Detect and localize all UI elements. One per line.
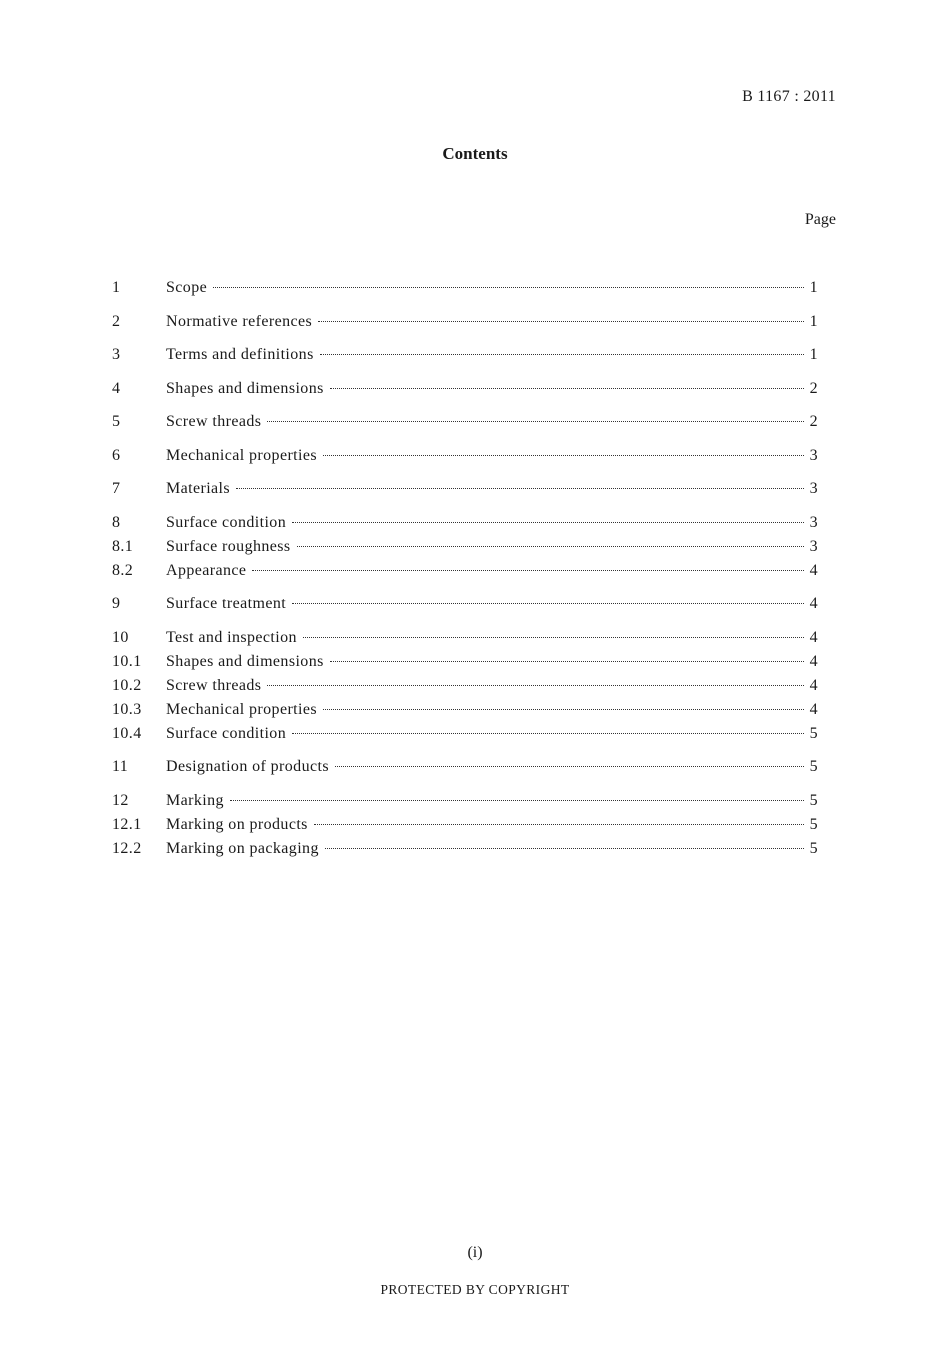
toc-entry-number: 8.1: [112, 537, 134, 555]
toc-entry-number: 7: [112, 480, 121, 497]
toc-entry-page: 3: [809, 537, 818, 555]
toc-entry-number: 10.4: [112, 724, 142, 742]
toc-entry-title: Surface roughness: [166, 537, 291, 555]
toc-entry-number: 10.1: [112, 652, 142, 670]
toc-leader-dots: [318, 321, 804, 322]
toc-entry-title: Designation of products: [166, 758, 329, 775]
toc-leader-dots: [292, 733, 804, 734]
toc-entry-9[interactable]: [112, 592, 818, 616]
toc-leader-dots: [267, 421, 804, 422]
toc-leader-dots: [297, 546, 804, 547]
toc-entry-7[interactable]: [112, 477, 818, 501]
toc-entry-page: 5: [809, 815, 818, 833]
toc-leader-dots: [236, 488, 804, 489]
toc-leader-dots: [267, 685, 804, 686]
toc-entry-page: 1: [809, 346, 818, 363]
toc-entry-title: Surface treatment: [166, 595, 287, 612]
toc-entry-page: 4: [809, 561, 818, 579]
toc-entry-page: 4: [809, 595, 818, 612]
toc-entry-10[interactable]: [112, 626, 818, 650]
toc-leader-dots: [335, 766, 804, 767]
toc-entry-title: Normative references: [166, 312, 313, 330]
toc-leader-dots: [323, 455, 804, 456]
toc-entry-1[interactable]: [112, 276, 818, 300]
toc-entry-10-1[interactable]: [112, 650, 818, 674]
toc-entry-page: 5: [809, 758, 818, 775]
toc-entry-number: 10.3: [112, 700, 142, 718]
toc-entry-page: 3: [809, 513, 818, 531]
contents-heading: Contents: [442, 144, 508, 163]
toc-entry-title: Marking on products: [166, 815, 308, 833]
toc-leader-dots: [292, 603, 804, 604]
toc-entry-2[interactable]: [112, 310, 818, 334]
toc-entry-8-1[interactable]: [112, 535, 818, 559]
toc-entry-page: 1: [809, 312, 818, 330]
toc-leader-dots: [252, 570, 804, 571]
toc-entry-number: 11: [112, 758, 129, 775]
toc-entry-number: 3: [112, 346, 121, 363]
toc-leader-dots: [320, 354, 804, 355]
toc-entry-title: Mechanical properties: [166, 446, 318, 464]
toc-entry-page: 3: [809, 446, 818, 464]
page-column-label: Page: [804, 211, 836, 228]
toc-entry-number: 2: [112, 312, 121, 330]
toc-entry-5[interactable]: [112, 410, 818, 434]
toc-leader-dots: [330, 388, 804, 389]
toc-entry-page: 1: [809, 279, 818, 296]
toc-entry-number: 12: [112, 791, 129, 809]
toc-entry-title: Marking on packaging: [166, 839, 319, 857]
toc-entry-12-1[interactable]: [112, 813, 818, 837]
toc-entry-11[interactable]: [112, 755, 818, 779]
toc-entry-page: 4: [809, 628, 818, 646]
toc-entry-12[interactable]: [112, 789, 818, 813]
toc-entry-title: Appearance: [166, 561, 247, 579]
toc-entry-title: Materials: [166, 480, 231, 497]
toc-leader-dots: [330, 661, 804, 662]
toc-entry-title: Shapes and dimensions: [166, 652, 324, 670]
toc-entry-number: 4: [112, 379, 121, 397]
toc-entry-number: 8.2: [112, 561, 134, 579]
toc-entry-page: 4: [809, 700, 818, 718]
toc-entry-number: 10.2: [112, 676, 142, 694]
toc-entry-number: 9: [112, 595, 121, 612]
toc-entry-page: 4: [809, 652, 818, 670]
toc-entry-page: 3: [809, 480, 818, 497]
toc-entry-title: Scope: [166, 279, 208, 296]
toc-entry-8[interactable]: [112, 511, 818, 535]
toc-entry-page: 5: [809, 839, 818, 857]
toc-entry-page: 2: [809, 379, 818, 397]
copyright-notice: PROTECTED BY COPYRIGHT: [380, 1282, 570, 1297]
toc-entry-number: 1: [112, 279, 121, 296]
toc-entry-4[interactable]: [112, 377, 818, 401]
toc-entry-number: 8: [112, 513, 121, 531]
toc-entry-title: Surface condition: [166, 724, 287, 742]
toc-entry-number: 12.2: [112, 839, 142, 857]
toc-entry-page: 2: [809, 413, 818, 430]
toc-entry-number: 12.1: [112, 815, 142, 833]
toc-leader-dots: [292, 522, 804, 523]
toc-entry-title: Screw threads: [166, 413, 262, 430]
toc-entry-12-2[interactable]: [112, 837, 818, 861]
page-number: (i): [467, 1244, 483, 1261]
document-code: B 1167 : 2011: [742, 88, 836, 105]
toc-entry-page: 5: [809, 724, 818, 742]
toc-leader-dots: [230, 800, 804, 801]
toc-leader-dots: [323, 709, 804, 710]
toc-leader-dots: [303, 637, 804, 638]
toc-entry-number: 10: [112, 628, 129, 646]
toc-leader-dots: [213, 287, 804, 288]
toc-leader-dots: [325, 848, 804, 849]
toc-leader-dots: [314, 824, 804, 825]
toc-entry-page: 4: [809, 676, 818, 694]
toc-entry-number: 6: [112, 446, 121, 464]
toc-entry-6[interactable]: [112, 444, 818, 468]
table-of-contents: [112, 276, 818, 861]
toc-entry-3[interactable]: [112, 343, 818, 367]
toc-entry-title: Mechanical properties: [166, 700, 318, 718]
toc-entry-title: Screw threads: [166, 676, 262, 694]
toc-entry-number: 5: [112, 413, 121, 430]
toc-entry-10-2[interactable]: [112, 674, 818, 698]
toc-entry-10-4[interactable]: [112, 722, 818, 746]
toc-entry-title: Surface condition: [166, 513, 287, 531]
toc-entry-page: 5: [809, 791, 818, 809]
toc-entry-title: Terms and definitions: [166, 346, 314, 363]
toc-entry-title: Marking: [166, 791, 224, 809]
toc-entry-8-2[interactable]: [112, 559, 818, 583]
toc-entry-10-3[interactable]: [112, 698, 818, 722]
toc-entry-title: Shapes and dimensions: [166, 379, 324, 397]
toc-entry-title: Test and inspection: [166, 628, 297, 646]
